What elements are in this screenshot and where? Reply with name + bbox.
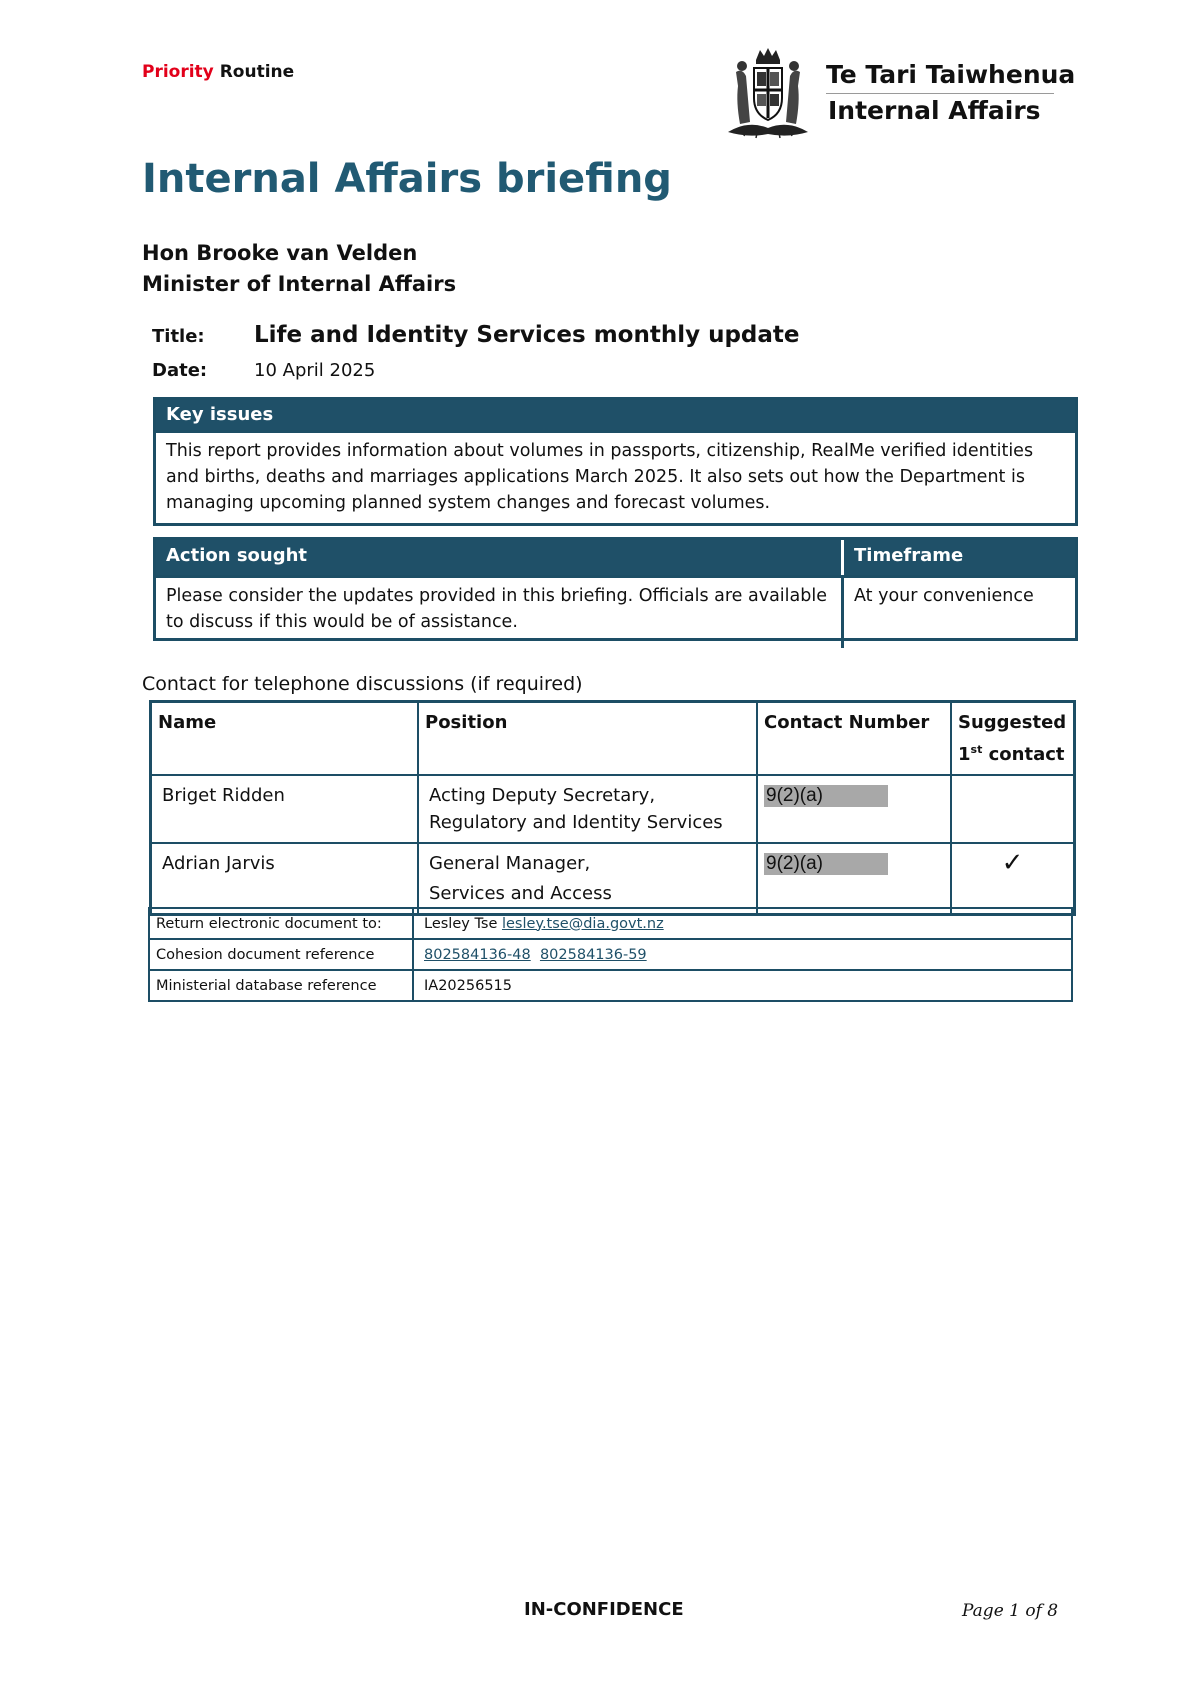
timeframe-heading: Timeframe xyxy=(844,540,1075,575)
org-name-maori: Te Tari Taiwhenua xyxy=(826,60,1076,89)
priority-value: Routine xyxy=(219,62,295,82)
priority-label: Priority xyxy=(142,62,214,82)
recipient-role: Minister of Internal Affairs xyxy=(142,272,457,296)
contact-name: Briget Ridden xyxy=(151,775,419,843)
header-suggested: Suggested xyxy=(958,712,1067,733)
page-number: Page 1 of 8 xyxy=(962,1601,1059,1621)
header-first-contact: 1st contact xyxy=(958,743,1065,765)
return-contact xyxy=(413,908,1072,939)
table-row xyxy=(149,939,1072,970)
header-contact-number: Contact Number xyxy=(757,702,951,776)
redacted-number: 9(2)(a) xyxy=(764,785,888,807)
action-sought-heading: Action sought xyxy=(156,540,844,575)
date-label: Date: xyxy=(152,360,208,381)
department-logo xyxy=(718,42,1076,142)
key-issues-box xyxy=(153,397,1078,526)
key-issues-text: This report provides information about volumes in passports, citizenship, RealMe verified identities and births, deaths and marriages applications March 2025. It also sets out how the Department is managing upcoming planned system changes and forecast volumes. xyxy=(166,441,1034,513)
header-name: Name xyxy=(151,702,419,776)
table-row xyxy=(149,908,1072,939)
action-sought-text: Please consider the updates provided in this briefing. Officials are available to discuss if this would be of assistance. xyxy=(156,578,844,648)
cohesion-ref-link-2[interactable]: 802584136-59 xyxy=(539,946,647,963)
first-contact-mark xyxy=(951,775,1075,843)
contact-number xyxy=(757,843,951,915)
redacted-number: 9(2)(a) xyxy=(764,853,888,875)
document-title: Internal Affairs briefing xyxy=(142,156,672,202)
return-label: Return electronic document to: xyxy=(149,908,413,939)
return-email-link[interactable]: lesley.tse@dia.govt.nz xyxy=(501,915,664,932)
contacts-header-row xyxy=(151,702,1075,776)
cohesion-label: Cohesion document reference xyxy=(149,939,413,970)
priority-line xyxy=(142,62,294,82)
action-box xyxy=(153,537,1078,641)
nz-coat-of-arms-icon xyxy=(718,42,818,142)
first-contact-checkmark: ✓ xyxy=(951,843,1075,915)
briefing-date: 10 April 2025 xyxy=(254,360,376,381)
table-row xyxy=(151,843,1075,915)
table-row xyxy=(151,775,1075,843)
header-position: Position xyxy=(418,702,757,776)
contacts-table xyxy=(149,700,1076,916)
table-row xyxy=(149,970,1072,1001)
key-issues-heading: Key issues xyxy=(156,400,1075,430)
header-suggested-contact xyxy=(951,702,1075,776)
cohesion-refs xyxy=(413,939,1072,970)
org-divider xyxy=(826,93,1054,94)
ministerial-label: Ministerial database reference xyxy=(149,970,413,1001)
recipient-name: Hon Brooke van Velden xyxy=(142,241,418,265)
ministerial-ref: IA20256515 xyxy=(413,970,1072,1001)
cohesion-ref-link-1[interactable]: 802584136-48 xyxy=(424,946,531,963)
classification-footer: IN-CONFIDENCE xyxy=(524,1599,684,1620)
recipient-block xyxy=(142,238,456,300)
contact-number xyxy=(757,775,951,843)
contact-position: General Manager, Services and Access xyxy=(418,843,757,915)
briefing-title: Life and Identity Services monthly update xyxy=(254,322,800,348)
contacts-caption: Contact for telephone discussions (if required) xyxy=(142,673,583,695)
references-table xyxy=(148,907,1073,1002)
contact-position: Acting Deputy Secretary, Regulatory and Identity Services xyxy=(418,775,757,843)
return-name: Lesley Tse xyxy=(424,915,498,932)
title-label: Title: xyxy=(152,326,205,347)
contact-name: Adrian Jarvis xyxy=(151,843,419,915)
org-name-english: Internal Affairs xyxy=(828,96,1041,125)
timeframe-text: At your convenience xyxy=(854,586,1034,606)
